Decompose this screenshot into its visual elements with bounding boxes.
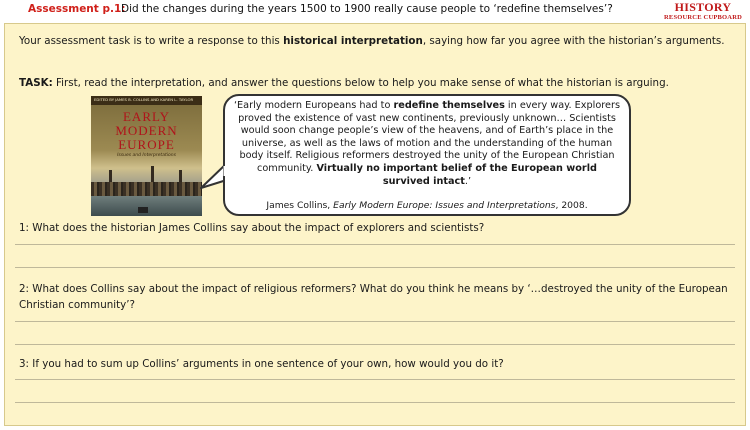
history-resource-cupboard-logo xyxy=(664,1,742,22)
cover-title-line-3: EUROPE xyxy=(118,137,175,152)
task-text: First, read the interpretation, and answer the questions below to help you make sense of what the historian is arguing. xyxy=(52,77,669,89)
quote-text-1: ‘Early modern Europeans had to xyxy=(233,100,394,111)
logo-line-2: RESOURCE CUPBOARD xyxy=(664,14,742,21)
quote-bold-1: redefine themselves xyxy=(393,100,505,111)
intro-bold: historical interpretation xyxy=(283,35,423,47)
citation-author: James Collins, xyxy=(266,200,334,211)
cover-title-line-1: EARLY xyxy=(122,109,171,124)
intro-text-2: , saying how far you agree with the historian’s arguments. xyxy=(422,35,725,47)
quote-text-2: in every way. Explorers proved the existence of vast new continents, previously unknown… Scientists would soon change people’s view of the heavens, and of Earth’s place in the universe, as well as the laws of motion and the understanding of the human body itself. Religious reformers destroyed the unity of the European Christian community. xyxy=(238,100,621,174)
quote-bold-2: Virtually no important belief of the European world survived intact xyxy=(316,162,597,187)
cover-title-line-2: MODERN xyxy=(115,123,178,138)
question-2: 2: What does Collins say about the impact of religious reformers? What do you think he means by ‘…destroyed the unity of the European Christian community’? xyxy=(19,283,728,311)
task-label: TASK: xyxy=(19,77,53,89)
citation-work: Early Modern Europe: Issues and Interpretations xyxy=(333,200,556,211)
intro-text-1: Your assessment task is to write a response to this xyxy=(19,35,284,47)
quote-text-3: .’ xyxy=(464,175,472,187)
question-3: 3: If you had to sum up Collins’ arguments in one sentence of your own, how would you do it? xyxy=(19,358,504,370)
cover-editors: EDITED BY JAMES B. COLLINS AND KAREN L. TAYLOR xyxy=(94,97,194,102)
logo-line-1: HISTORY xyxy=(674,0,732,14)
question-1: 1: What does the historian James Collins say about the impact of explorers and scientists? xyxy=(19,222,485,234)
cover-subtitle: Issues and Interpretations xyxy=(117,153,176,158)
answer-line-q2[interactable] xyxy=(15,321,735,322)
assessment-label: Assessment p.1: xyxy=(28,3,126,15)
assessment-title: Did the changes during the years 1500 to 1900 really cause people to ‘redefine themselves’? xyxy=(121,3,613,15)
answer-line-q3[interactable] xyxy=(15,379,735,380)
citation-year: , 2008. xyxy=(555,200,588,211)
answer-line-q1[interactable] xyxy=(15,267,735,268)
answer-line-q3[interactable] xyxy=(15,402,735,403)
worksheet-panel xyxy=(4,23,746,426)
answer-line-q1[interactable] xyxy=(15,244,735,245)
header xyxy=(0,0,750,22)
answer-line-q2[interactable] xyxy=(15,344,735,345)
